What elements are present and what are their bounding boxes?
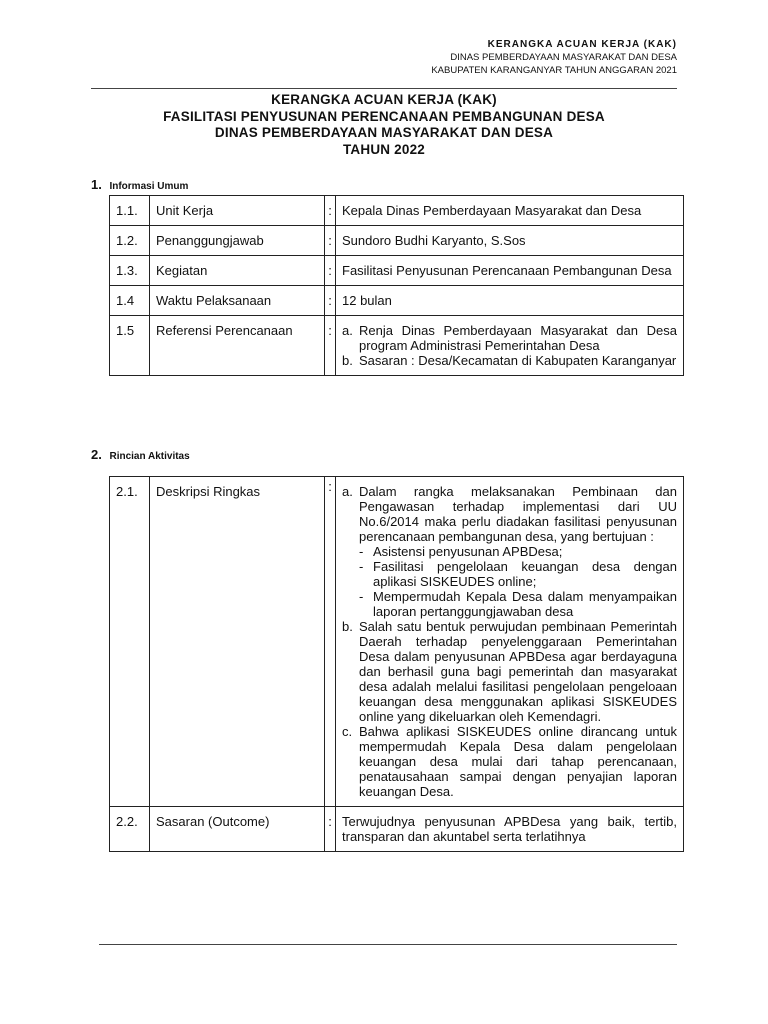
section-label: Rincian Aktivitas xyxy=(109,451,190,462)
table-row xyxy=(110,477,684,807)
section-2-heading xyxy=(91,447,190,462)
row-number: 1.1. xyxy=(110,196,150,226)
table-row xyxy=(110,316,684,376)
row-colon: : xyxy=(325,286,336,316)
header-line-2: DINAS PEMBERDAYAAN MASYARAKAT DAN DESA xyxy=(450,52,677,63)
table-row xyxy=(110,807,684,852)
list-text: Sasaran : Desa/Kecamatan di Kabupaten Karanganyar xyxy=(359,353,677,368)
list-item xyxy=(342,619,677,724)
row-colon: : xyxy=(325,196,336,226)
row-label: Referensi Perencanaan xyxy=(150,316,325,376)
row-number: 2.1. xyxy=(110,477,150,807)
sub-list-text: Fasilitasi pengelolaan keuangan desa dengan aplikasi SISKEUDES online; xyxy=(373,559,677,589)
sub-list-item xyxy=(359,544,677,559)
header-line-3: KABUPATEN KARANGANYAR TAHUN ANGGARAN 2021 xyxy=(431,65,677,76)
list-text: Renja Dinas Pemberdayaan Masyarakat dan Desa program Administrasi Pemerintahan Desa xyxy=(359,323,677,353)
sub-list-item xyxy=(359,589,677,619)
list-marker: c. xyxy=(342,724,353,739)
info-umum-table xyxy=(109,195,684,376)
row-value xyxy=(336,316,684,376)
section-number: 1. xyxy=(91,177,102,192)
row-colon: : xyxy=(325,807,336,852)
row-value: Sundoro Budhi Karyanto, S.Sos xyxy=(336,226,684,256)
table-row xyxy=(110,256,684,286)
row-label: Kegiatan xyxy=(150,256,325,286)
sub-list-text: Asistensi penyusunan APBDesa; xyxy=(373,544,563,559)
row-number: 1.2. xyxy=(110,226,150,256)
row-colon: : xyxy=(325,256,336,286)
list-marker: b. xyxy=(342,619,353,634)
sub-list-marker: - xyxy=(359,589,364,604)
row-value: 12 bulan xyxy=(336,286,684,316)
row-number: 1.5 xyxy=(110,316,150,376)
list-item xyxy=(342,323,677,353)
sub-list-marker: - xyxy=(359,559,364,574)
row-label: Sasaran (Outcome) xyxy=(150,807,325,852)
list-item xyxy=(342,484,677,619)
row-label: Penanggungjawab xyxy=(150,226,325,256)
row-number: 1.3. xyxy=(110,256,150,286)
document-title xyxy=(91,92,677,158)
title-line-1: KERANGKA ACUAN KERJA (KAK) xyxy=(271,92,497,107)
list-marker: a. xyxy=(342,323,353,338)
table-row xyxy=(110,226,684,256)
row-number: 1.4 xyxy=(110,286,150,316)
header-divider xyxy=(91,88,677,89)
section-number: 2. xyxy=(91,447,102,462)
row-colon: : xyxy=(325,477,336,807)
list-item-body xyxy=(359,484,677,619)
row-label: Deskripsi Ringkas xyxy=(150,477,325,807)
row-value xyxy=(336,477,684,807)
row-value: Kepala Dinas Pemberdayaan Masyarakat dan Desa xyxy=(336,196,684,226)
section-label: Informasi Umum xyxy=(109,181,189,192)
row-colon: : xyxy=(325,226,336,256)
table-row xyxy=(110,286,684,316)
sub-list-marker: - xyxy=(359,544,364,559)
running-header xyxy=(431,38,677,77)
title-line-4: TAHUN 2022 xyxy=(342,141,426,157)
footer-divider xyxy=(99,944,677,945)
row-colon: : xyxy=(325,316,336,376)
row-number: 2.2. xyxy=(110,807,150,852)
header-line-1: KERANGKA ACUAN KERJA (KAK) xyxy=(487,39,677,50)
section-1-heading xyxy=(91,177,188,192)
list-text: Bahwa aplikasi SISKEUDES online dirancang untuk mempermudah Kepala Desa dalam pengelolaan keuangan desa mulai dari tahap perencanaan, penatausahaan sampai dengan penyajian laporan keuangan Desa. xyxy=(359,724,677,799)
row-value: Fasilitasi Penyusunan Perencanaan Pembangunan Desa xyxy=(336,256,684,286)
title-line-2: FASILITASI PENYUSUNAN PERENCANAAN PEMBANGUNAN DESA xyxy=(163,108,605,124)
sub-list-item xyxy=(359,559,677,589)
list-item xyxy=(342,353,677,368)
list-item xyxy=(342,724,677,799)
rincian-aktivitas-table xyxy=(109,476,684,852)
row-label: Waktu Pelaksanaan xyxy=(150,286,325,316)
row-label: Unit Kerja xyxy=(150,196,325,226)
title-line-3: DINAS PEMBERDAYAAN MASYARAKAT DAN DESA xyxy=(214,125,554,140)
list-marker: b. xyxy=(342,353,353,368)
list-marker: a. xyxy=(342,484,353,499)
sub-list-text: Mempermudah Kepala Desa dalam menyampaikan laporan pertanggungjawaban desa xyxy=(373,589,677,619)
list-text: Dalam rangka melaksanakan Pembinaan dan Pengawasan terhadap implementasi dari UU No.6/2014 maka perlu diadakan fasilitasi penyusunan perencanaan pembangunan desa, yang bertujuan : xyxy=(359,484,677,544)
row-value: Terwujudnya penyusunan APBDesa yang baik, tertib, transparan dan akuntabel serta terlatihnya xyxy=(336,807,684,852)
list-text: Salah satu bentuk perwujudan pembinaan Pemerintah Daerah terhadap penyelenggaraan Pemerintahan Desa dalam penyusunan APBDesa agar berdayaguna dan berhasil guna bagi pemerintah dan masyarakat desa adalah melalui fasilitasi pengelolaan pengeloaan keuangan desa menggunakan aplikasi SISKEUDES online yang dikeluarkan oleh Kemendagri. xyxy=(359,619,677,724)
table-row xyxy=(110,196,684,226)
